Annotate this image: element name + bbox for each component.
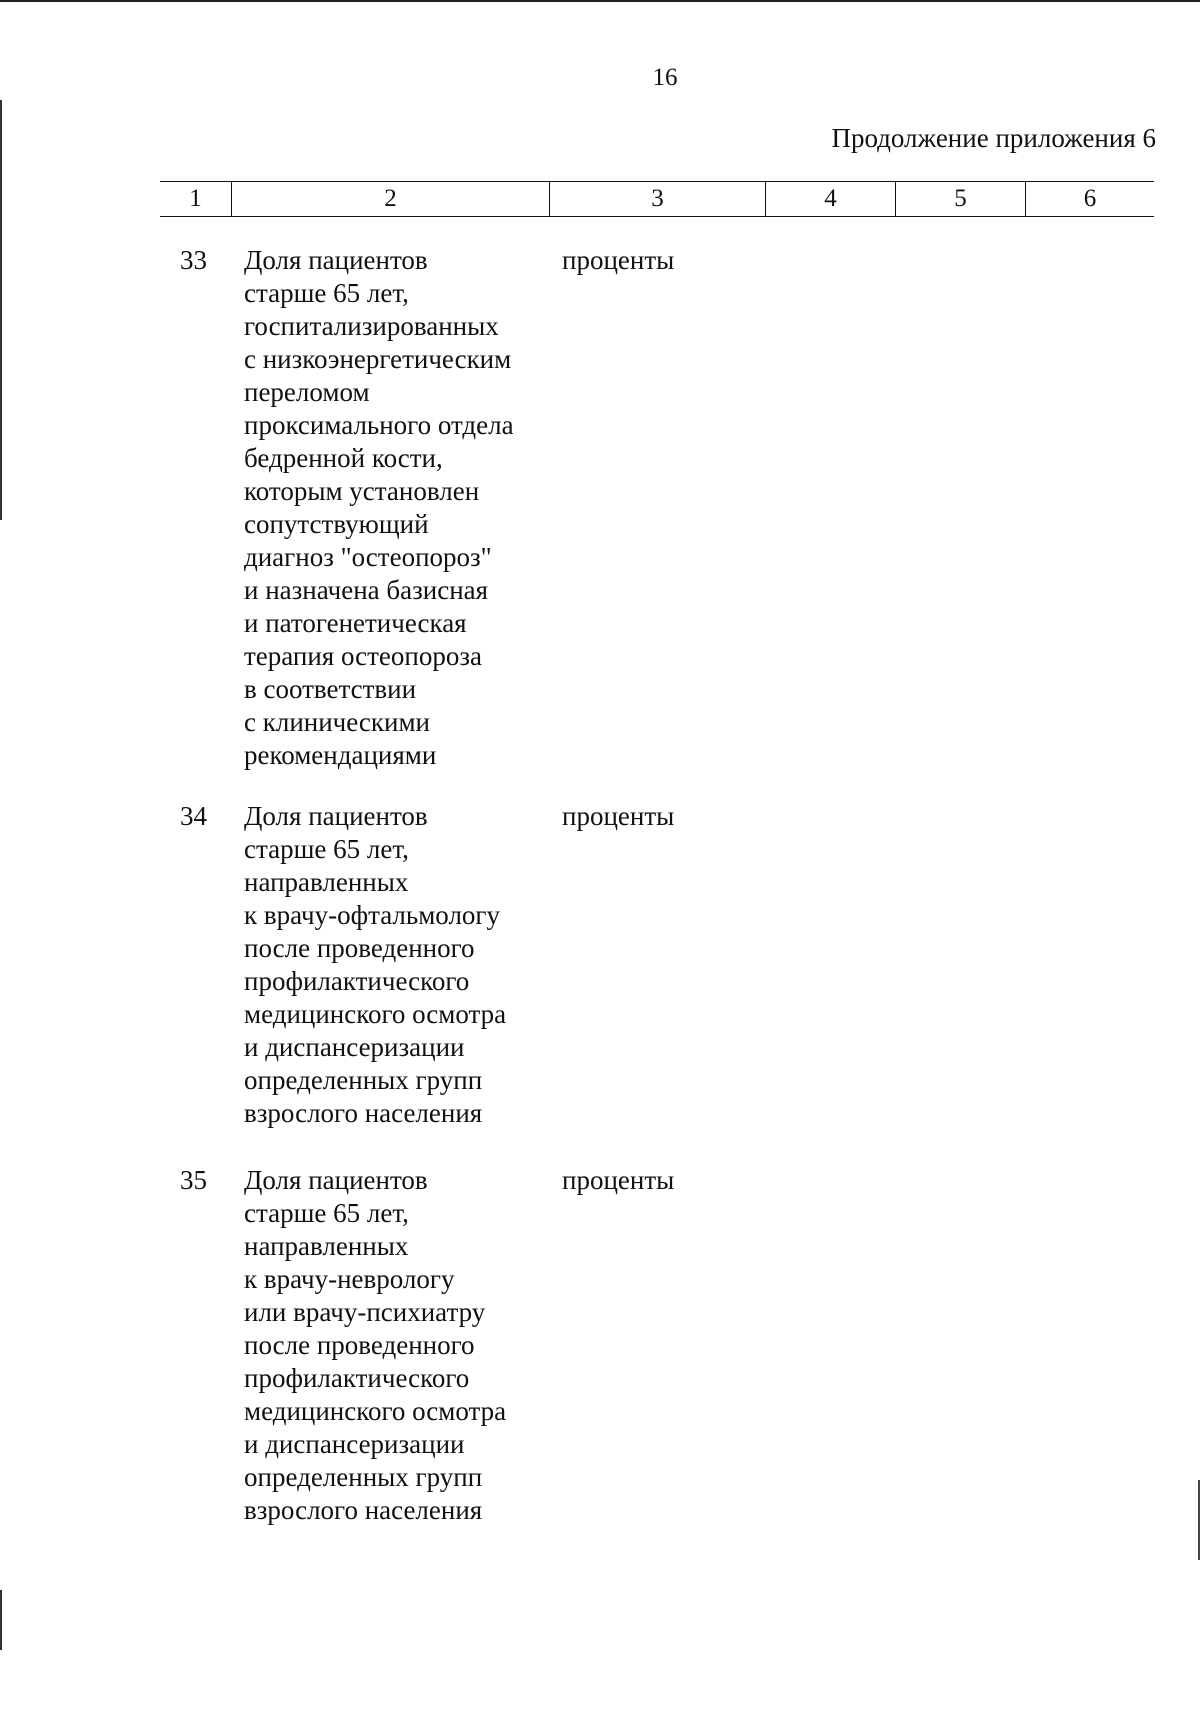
table-header-row bbox=[160, 181, 1154, 217]
row-indicator-text: Доля пациентов старше 65 лет, направленных к врачу-неврологу или врачу-психиатру после проведенного профилактического медицинского осмотра и диспансеризации определенных групп взрослого населения bbox=[244, 1165, 507, 1525]
appendix-caption: Продолжение приложения 6 bbox=[831, 123, 1156, 153]
row-number: 35 bbox=[180, 1165, 207, 1195]
row-unit: проценты bbox=[562, 801, 675, 831]
row-indicator-text: Доля пациентов старше 65 лет, направленных к врачу-офтальмологу после проведенного профилактического медицинского осмотра и диспансеризации определенных групп взрослого населения bbox=[244, 801, 507, 1128]
header-cell-1: 1 bbox=[160, 182, 232, 216]
row-indicator-text: Доля пациентов старше 65 лет, госпитализированных с низкоэнергетическим переломом проксимального отдела бедренной кости, которым установлен сопутствующий диагноз "остеопороз" и назначена базисная и патогенетическая терапия остеопороза в соответствии с клиническими рекомендациями bbox=[244, 245, 514, 770]
row-unit: проценты bbox=[562, 245, 675, 275]
header-cell-4: 4 bbox=[766, 182, 896, 216]
scan-border-left bbox=[0, 100, 2, 520]
scan-border-left-lower bbox=[0, 1590, 2, 1650]
row-unit: проценты bbox=[562, 1165, 675, 1195]
header-cell-6: 6 bbox=[1083, 185, 1097, 212]
scan-border-top bbox=[0, 0, 1200, 2]
page-number: 16 bbox=[652, 64, 678, 91]
header-cell-2: 2 bbox=[232, 182, 550, 216]
row-number: 34 bbox=[180, 801, 207, 831]
header-cell-3: 3 bbox=[550, 182, 766, 216]
header-cell-5: 5 bbox=[896, 182, 1026, 216]
row-number: 33 bbox=[180, 245, 207, 275]
